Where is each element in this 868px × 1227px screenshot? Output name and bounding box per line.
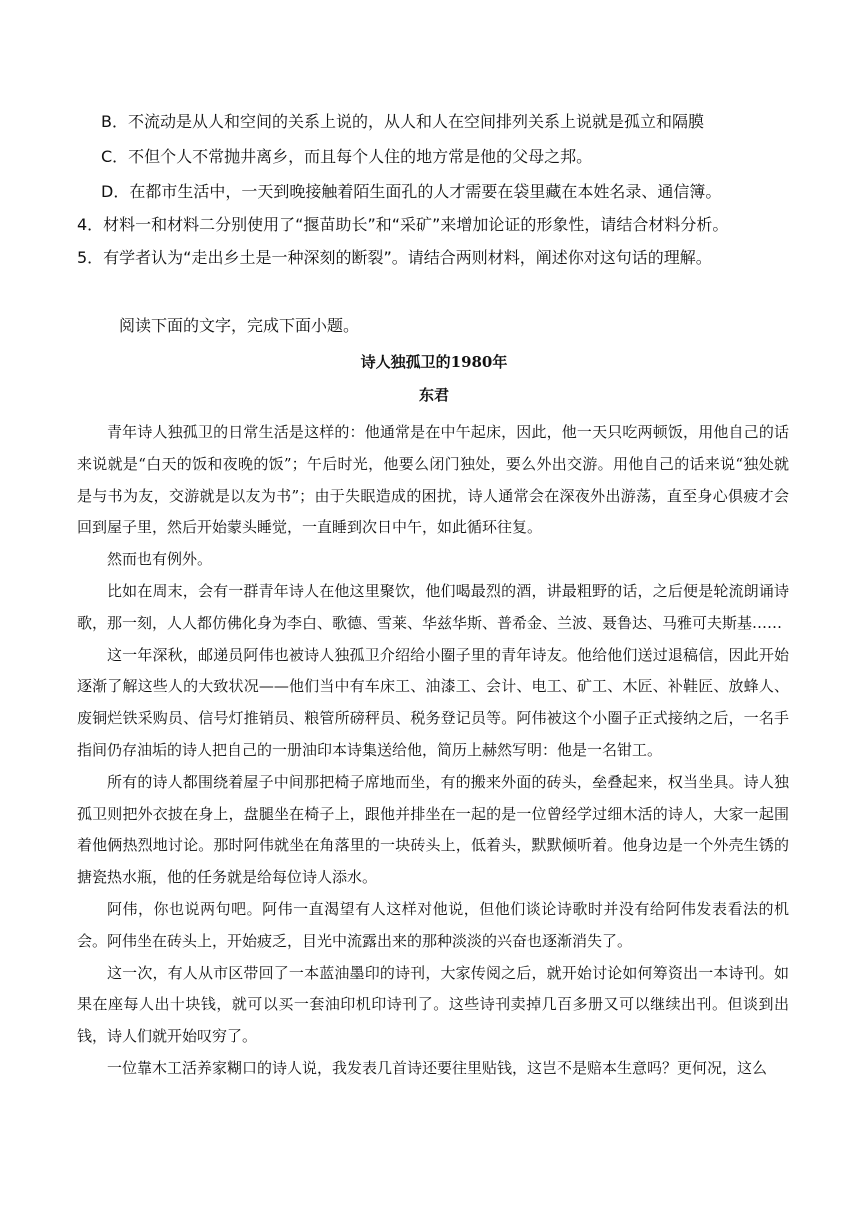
reading-instruction: 阅读下面的文字，完成下面小题。 bbox=[119, 316, 360, 335]
article-author: 东君 bbox=[418, 386, 449, 404]
article-paragraph: 阿伟，你也说两句吧。阿伟一直渴望有人这样对他说，但他们谈论诗歌时并没有给阿伟发表看法的机会。阿伟坐在砖头上，开始疲乏，目光中流露出来的那种淡淡的兴奋也逐渐消失了。 bbox=[77, 899, 789, 950]
article-paragraph: 这一次，有人从市区带回了一本蓝油墨印的诗刊，大家传阅之后，就开始讨论如何筹资出一本诗刊。如果在座每人出十块钱，就可以买一套油印机印诗刊了。这些诗刊卖掉几百多册又可以继续出刊。但谈到出钱，诗人们就开始叹穷了。 bbox=[77, 963, 789, 1046]
article-title: 诗人独孤卫的1980年 bbox=[360, 353, 508, 371]
article-paragraph: 然而也有例外。 bbox=[107, 550, 213, 569]
option-c: C．不但个人不常抛井离乡，而且每个人住的地方常是他的父母之邦。 bbox=[101, 147, 593, 166]
article-paragraph: 所有的诗人都围绕着屋子中间那把椅子席地而坐，有的搬来外面的砖头，垒叠起来，权当坐具。诗人独孤卫则把外衣披在身上，盘腿坐在椅子上，跟他并排坐在一起的是一位曾经学过细木活的诗人，大家一起围着他俩热烈地讨论。那时阿伟就坐在角落里的一块砖头上，低着头，默默倾听着。他身边是一个外壳生锈的搪瓷热水瓶，他的任务就是给每位诗人添水。 bbox=[77, 772, 789, 887]
question-4: 4．材料一和材料二分别使用了“揠苗助长”和“采矿”来增加论证的形象性，请结合材料分析。 bbox=[77, 215, 729, 234]
option-b: B．不流动是从人和空间的关系上说的，从人和人在空间排列关系上说就是孤立和隔膜 bbox=[101, 112, 704, 131]
article-paragraph: 这一年深秋，邮递员阿伟也被诗人独孤卫介绍给小圈子里的青年诗友。他给他们送过退稿信，因此开始逐渐了解这些人的大致状况——他们当中有车床工、油漆工、会计、电工、矿工、木匠、补鞋匠、放蜂人、废铜烂铁采购员、信号灯推销员、粮管所磅秤员、税务登记员等。阿伟被这个小圈子正式接纳之后，一名手指间仍存油垢的诗人把自己的一册油印本诗集送给他，简历上赫然写明：他是一名钳工。 bbox=[77, 645, 789, 759]
option-d: D．在都市生活中，一天到晚接触着陌生面孔的人才需要在袋里藏在本姓名录、通信簿。 bbox=[101, 182, 722, 201]
article-body bbox=[77, 417, 789, 1085]
question-5: 5．有学者认为“走出乡土是一种深刻的断裂”。请结合两则材料，阐述你对这句话的理解。 bbox=[77, 248, 712, 267]
article-paragraph: 一位靠木工活养家糊口的诗人说，我发表几首诗还要往里贴钱，这岂不是赔本生意吗？更何况，这么 bbox=[107, 1058, 768, 1077]
article-paragraph: 比如在周末，会有一群青年诗人在他这里聚饮，他们喝最烈的酒，讲最粗野的话，之后便是轮流朗诵诗歌，那一刻，人人都仿佛化身为李白、歌德、雪莱、华兹华斯、普希金、兰波、聂鲁达、马雅可夫斯基…… bbox=[77, 581, 789, 632]
article-paragraph: 青年诗人独孤卫的日常生活是这样的：他通常是在中午起床，因此，他一天只吃两顿饭，用他自己的话来说就是“白天的饭和夜晚的饭”；午后时光，他要么闭门独处，要么外出交游。用他自己的话来说“独处就是与书为友，交游就是以友为书”；由于失眠造成的困扰，诗人通常会在深夜外出游荡，直至身心俱疲才会回到屋子里，然后开始蒙头睡觉，一直睡到次日中午，如此循环往复。 bbox=[77, 423, 789, 537]
